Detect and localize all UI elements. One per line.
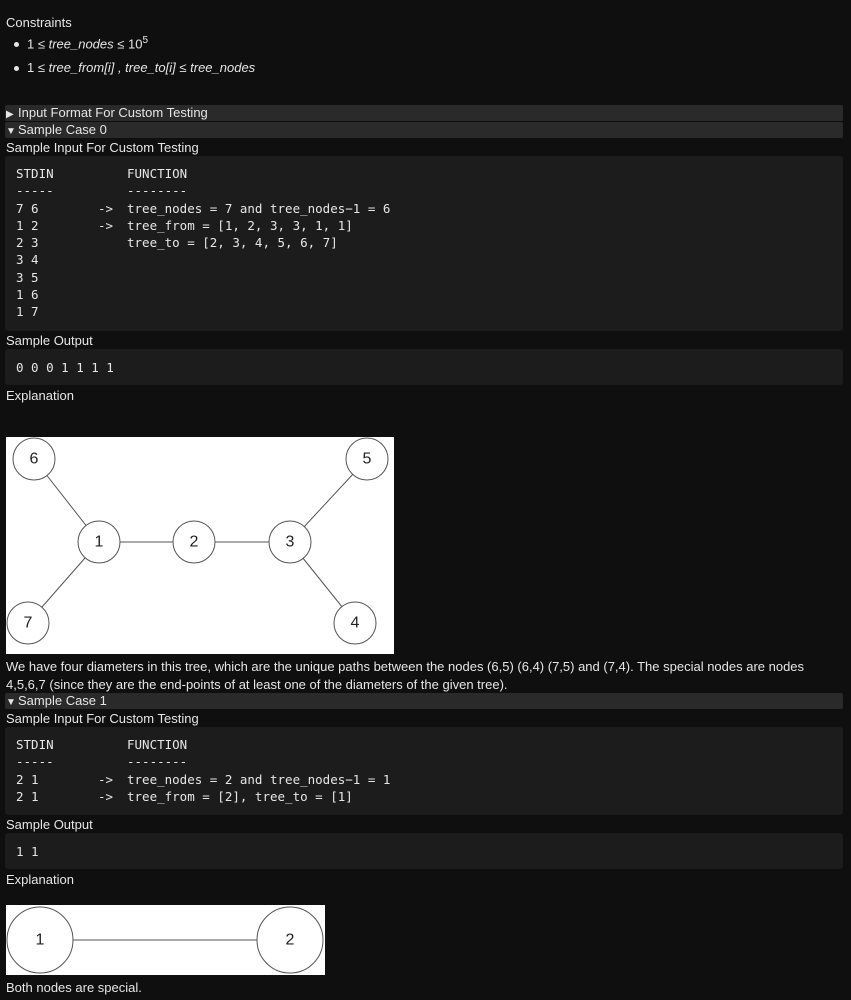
bullet-icon: [14, 42, 19, 47]
sample0-input-code: STDIN FUNCTION ----- -------- 7 6 -> tree_nodes = 7 and tree_nodes−1 = 6 1 2 -> tree_from = [1, 2, 3, 3, 1, 1] 2 3 tree_to = [2, 3, 4, 5, 6, 7] 3 4 3 5 1 6 1 7: [5, 156, 843, 331]
tree-node-label: 6: [29, 450, 39, 468]
sample1-explanation-text: Both nodes are special.: [6, 980, 142, 995]
bullet-icon: [14, 66, 19, 71]
input-format-toggle[interactable]: ▶ Input Format For Custom Testing: [5, 105, 843, 121]
tree-node-label: 7: [23, 614, 33, 632]
sample1-output-heading: Sample Output: [6, 817, 93, 832]
constraint-item: 1 ≤ tree_from[i] , tree_to[i] ≤ tree_nodes: [14, 60, 255, 75]
triangle-down-icon: ▼: [6, 126, 16, 137]
tree-node-label: 2: [189, 533, 199, 551]
tree-node-label: 2: [285, 931, 295, 949]
sample0-explanation-text: We have four diameters in this tree, which are the unique paths between the nodes (6,5) (6,4) (7,5) and (7,4). The special nodes are nodes 4,5,6,7 (since they are the end-points of at least one of the diameters of the given tree).: [6, 659, 805, 692]
sample0-tree-diagram: [6, 437, 394, 654]
sample0-explanation-heading: Explanation: [6, 388, 74, 403]
tree-node-label: 1: [35, 931, 45, 949]
sample-case-1-toggle[interactable]: ▼ Sample Case 1: [5, 693, 843, 709]
sample0-input-heading: Sample Input For Custom Testing: [6, 140, 199, 155]
tree-node-label: 4: [350, 614, 360, 632]
constraints-heading: Constraints: [6, 15, 72, 30]
sample1-input-code: STDIN FUNCTION ----- -------- 2 1 -> tree_nodes = 2 and tree_nodes−1 = 1 2 1 -> tree_from = [2], tree_to = [1]: [5, 727, 843, 815]
sample1-explanation-heading: Explanation: [6, 872, 74, 887]
sample-case-0-toggle[interactable]: ▼ Sample Case 0: [5, 122, 843, 138]
tree-node-label: 3: [285, 533, 295, 551]
sample0-output-code: 0 0 0 1 1 1 1: [5, 349, 843, 385]
sample0-output-heading: Sample Output: [6, 333, 93, 348]
tree-node-label: 1: [94, 533, 104, 551]
sample1-input-heading: Sample Input For Custom Testing: [6, 711, 199, 726]
sample1-output-code: 1 1: [5, 833, 843, 869]
tree-node-label: 5: [362, 450, 372, 468]
constraint-item: 1 ≤ tree_nodes ≤ $10^5$: [14, 35, 148, 51]
triangle-right-icon: ▶: [6, 109, 14, 120]
sample1-tree-diagram: [6, 905, 325, 975]
triangle-down-icon: ▼: [6, 697, 16, 708]
